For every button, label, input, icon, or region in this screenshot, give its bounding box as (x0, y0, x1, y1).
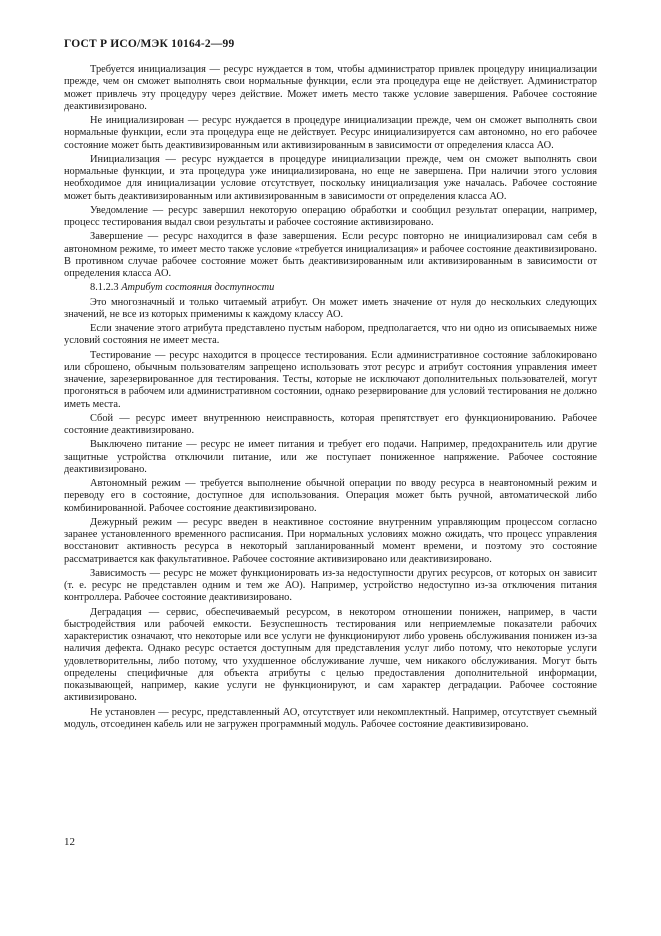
paragraph-empty-set: Если значение этого атрибута представлено пустым набором, предполагается, что ни одно из описываемых ниже условий состояния не имеет места. (64, 323, 597, 347)
paragraph-not-installed: Не установлен — ресурс, представленный АО, отсутствует или некомплектный. Например, отсутствует съемный модуль, отсоединен кабель или не загружен программный модуль. Рабочее состояние деактивизировано. (64, 706, 597, 730)
document-body (64, 64, 597, 733)
paragraph-dependency: Зависимость — ресурс не может функционировать из-за недоступности других ресурсов, от которых он зависит (т. е. ресурс не представлен одним и тем же АО). Например, устройство недоступно из-за отключения питания контроллера. Рабочее состояние деактивизировано. (64, 567, 597, 604)
paragraph-terminating: Завершение — ресурс находится в фазе завершения. Если ресурс повторно не инициализировал сам себя в автономном режиме, то имеет место также условие «требуется инициализация» и рабочее состояние деактивизировано. В противном случае рабочее состояние может быть деактивизированным или активизированным в зависимости от определения класса АО. (64, 231, 597, 279)
subsection-title: Атрибут состояния доступности (121, 282, 275, 294)
paragraph-initializing: Инициализация — ресурс нуждается в процедуре инициализации прежде, чем он сможет выполнять свои нормальные функции, и эта процедура уже инициализирована, но еще не завершена. При наличии этого условия необходимое для инициализации условие отсутствует, поскольку инициализация уже началась. Рабочее состояние может быть деактивизированным или активизированным в зависимости от определения класса АО. (64, 153, 597, 202)
paragraph-reporting: Уведомление — ресурс завершил некоторую операцию обработки и сообщил результат операции, например, процесс тестирования выдал свои результаты и рабочее состояние активизировано. (64, 204, 597, 228)
paragraph-init-required: Требуется инициализация — ресурс нуждается в том, чтобы администратор привлек процедуру инициализации прежде, чем он сможет выполнять свои нормальные функции, если эта процедура еще не действует. Администратор может привлечь эту процедуру через действие. Может иметь место также условие завершения. Рабочее состояние деактивизировано. (64, 64, 597, 112)
paragraph-degraded: Деградация — сервис, обеспечиваемый ресурсом, в некотором отношении понижен, например, в части быстродействия или рабочей емкости. Безуспешность тестирования или неприемлемые показатели рабочих характеристик означают, что некоторые или все услуги не функционируют либо уровень обслуживания понижен из-за наличия дефекта. Однако ресурс остается доступным для представления услуг либо потому, что некоторые услуги удовлетворительны, либо потому, что ухудшенное обслуживание лучше, чем никакого обслуживания. Могут быть определены специфичные для объекта атрибуты с целью предоставления дополнительной информации, показывающей, например, какие услуги не функционируют, и сам характер деградации. Рабочее состояние активизировано. (64, 606, 597, 704)
page-number: 12 (64, 836, 75, 848)
subsection-number: 8.1.2.3 (90, 282, 119, 294)
paragraph-not-initialized: Не инициализирован — ресурс нуждается в процедуре инициализации прежде, чем он сможет выполнять свои нормальные функции, если эта процедура еще не действует. Ресурс инициализируется сам автономно, но его рабочее состояние может быть деактивизированным или активизированным в зависимости от определения класса АО. (64, 115, 597, 151)
paragraph-off-line: Автономный режим — требуется выполнение обычной операции по вводу ресурса в неавтономный режим и переводу его в состояние, доступное для использования. Операция может быть ручной, автоматической либо комбинированной. Рабочее состояние деактивизировано. (64, 478, 597, 514)
paragraph-in-test: Тестирование — ресурс находится в процессе тестирования. Если административное состояние заблокировано или сброшено, обычным пользователям запрещено использовать этот ресурс и атрибут состояния управления имеет значение, зарезервированное для тестирования. Тесты, которые не исключают дополнительных пользователей, могут прогоняться в рабочем или административном состоянии, однако резервирование для условий тестирования не должно иметь места. (64, 349, 597, 410)
paragraph-off-duty: Дежурный режим — ресурс введен в неактивное состояние внутренним управляющим процессом согласно заранее установленного временного расписания. При нормальных условиях можно ожидать, что процесс управления восстановит активность ресурса в некоторый запланированный момент времени, и поэтому это состояние рассматривается как факультативное. Рабочее состояние активизировано или деактивизировано. (64, 516, 597, 565)
subsection-heading (64, 282, 597, 294)
document-header: ГОСТ Р ИСО/МЭК 10164-2—99 (64, 38, 235, 50)
paragraph-failed: Сбой — ресурс имеет внутреннюю неисправность, которая препятствует его функционированию. Рабочее состояние деактивизировано. (64, 412, 597, 436)
paragraph-attribute-desc: Это многозначный и только читаемый атрибут. Он может иметь значение от нуля до нескольких следующих значений, не все из которых применимы к каждому классу АО. (64, 296, 597, 320)
paragraph-power-off: Выключено питание — ресурс не имеет питания и требует его подачи. Например, предохранитель или другие защитные устройства отключили питание, или же поступает пониженное напряжение. Рабочее состояние деактивизировано. (64, 439, 597, 475)
